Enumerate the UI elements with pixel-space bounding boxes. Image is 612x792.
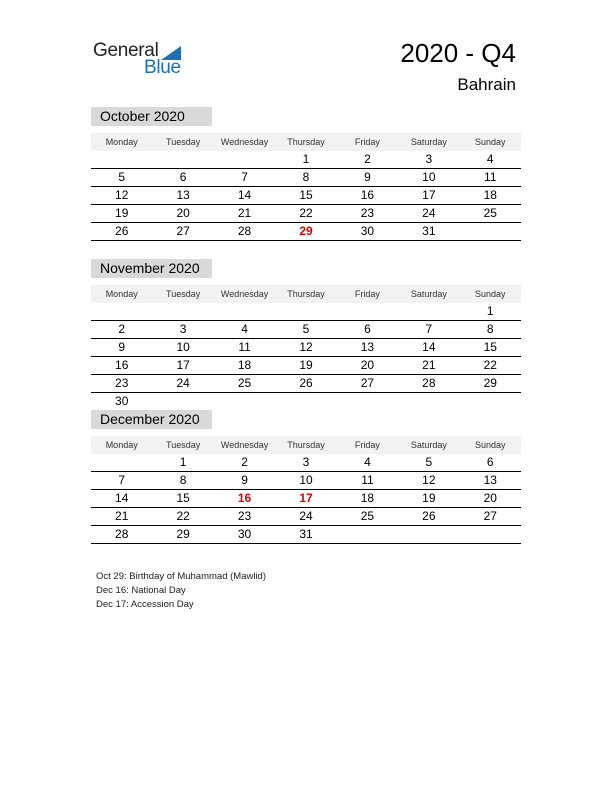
day-cell: 13	[176, 188, 190, 202]
weekday-label: Sunday	[475, 440, 506, 450]
day-cell: 22	[176, 509, 190, 523]
weekday-label: Thursday	[287, 440, 325, 450]
weekday-label: Monday	[105, 137, 138, 147]
week-row	[91, 357, 521, 375]
holiday-note: Dec 17: Accession Day	[96, 599, 194, 610]
day-cell	[214, 151, 275, 168]
week-row	[91, 187, 521, 205]
week-row	[91, 321, 521, 339]
day-cell: 5	[425, 455, 433, 469]
day-cell: 24	[176, 376, 190, 390]
day-cell: 17	[176, 358, 190, 372]
day-cell: 15	[176, 491, 190, 505]
day-cell: 14	[422, 340, 436, 354]
day-cell: 24	[422, 206, 436, 220]
day-cell: 10	[299, 473, 313, 487]
day-cell: 13	[360, 340, 375, 354]
week-row	[91, 205, 521, 223]
day-cell: 29	[176, 527, 190, 541]
day-cell: 31	[299, 527, 313, 541]
week-row	[91, 303, 521, 321]
day-cell: 25	[483, 206, 497, 220]
day-cell: 18	[237, 358, 252, 372]
day-cell	[337, 303, 398, 320]
month-block	[91, 107, 521, 241]
weekday-label: Thursday	[287, 137, 325, 147]
day-cell: 9	[241, 473, 248, 487]
day-cell: 4	[364, 455, 371, 469]
day-cell	[398, 393, 459, 410]
day-cell: 26	[115, 224, 129, 238]
weekday-label: Monday	[105, 440, 138, 450]
day-cell: 1	[179, 455, 187, 469]
day-cell: 19	[115, 206, 129, 220]
day-cell: 7	[118, 473, 126, 487]
day-cell: 30	[115, 394, 129, 408]
day-cell	[152, 151, 213, 168]
day-cell	[275, 303, 336, 320]
day-cell: 12	[115, 188, 129, 202]
day-cell	[275, 393, 336, 410]
weekday-label: Tuesday	[166, 137, 201, 147]
day-cell: 19	[299, 358, 313, 372]
day-cell: 1	[302, 152, 310, 166]
day-cell: 23	[360, 206, 375, 220]
day-cell: 9	[364, 170, 371, 184]
day-cell: 7	[425, 322, 433, 336]
day-cell: 14	[115, 491, 129, 505]
day-cell: 10	[422, 170, 436, 184]
country-name: Bahrain	[457, 75, 516, 94]
day-cell: 3	[302, 455, 310, 469]
day-cell	[460, 526, 521, 543]
day-cell: 10	[176, 340, 190, 354]
week-row	[91, 490, 521, 508]
day-cell: 28	[237, 224, 252, 238]
day-cell: 26	[422, 509, 436, 523]
day-cell: 27	[176, 224, 190, 238]
holiday-note: Dec 16: National Day	[96, 585, 186, 596]
day-cell	[460, 223, 521, 240]
week-row	[91, 375, 521, 393]
month-name: November 2020	[91, 259, 212, 278]
weekday-label: Sunday	[475, 289, 506, 299]
day-cell: 6	[486, 455, 494, 469]
day-cell: 2	[364, 152, 371, 166]
week-row	[91, 454, 521, 472]
day-cell: 9	[118, 340, 126, 354]
day-cell: 16	[115, 358, 129, 372]
day-cell: 11	[361, 473, 374, 487]
day-cell: 20	[176, 206, 190, 220]
day-cell: 25	[360, 509, 375, 523]
weekday-header	[91, 133, 521, 151]
day-cell	[152, 303, 213, 320]
day-cell	[152, 393, 213, 410]
day-cell: 30	[237, 527, 252, 541]
holiday-note: Oct 29: Birthday of Muhammad (Mawlid)	[96, 571, 267, 582]
month-name: October 2020	[91, 107, 212, 126]
day-cell: 5	[302, 322, 310, 336]
day-cell: 13	[483, 473, 497, 487]
day-cell: 18	[360, 491, 375, 505]
day-cell: 26	[299, 376, 313, 390]
day-cell: 12	[422, 473, 436, 487]
day-cell: 20	[483, 491, 497, 505]
day-cell: 6	[364, 322, 371, 336]
day-cell: 18	[483, 188, 497, 202]
day-cell: 23	[237, 509, 252, 523]
day-cell: 28	[422, 376, 436, 390]
day-cell: 4	[241, 322, 248, 336]
day-cell	[91, 454, 152, 471]
weekday-label: Saturday	[410, 440, 447, 450]
weekday-label: Saturday	[410, 137, 447, 147]
day-cell: 31	[422, 224, 436, 238]
month-name: December 2020	[91, 410, 212, 429]
day-cell	[337, 393, 398, 410]
weekday-label: Friday	[354, 440, 380, 450]
month-block	[91, 410, 521, 544]
day-cell: 27	[360, 376, 375, 390]
week-row	[91, 169, 521, 187]
day-cell: 1	[486, 304, 494, 318]
week-row	[91, 508, 521, 526]
day-cell: 25	[237, 376, 252, 390]
day-cell: 8	[302, 170, 310, 184]
week-row	[91, 472, 521, 490]
day-cell: 16	[360, 188, 375, 202]
day-cell: 17	[299, 491, 313, 505]
day-cell: 30	[360, 224, 375, 238]
day-cell: 21	[115, 509, 129, 523]
week-row	[91, 393, 521, 410]
day-cell: 5	[118, 170, 126, 184]
day-cell: 3	[425, 152, 433, 166]
day-cell: 19	[422, 491, 436, 505]
day-cell	[398, 303, 459, 320]
day-cell: 29	[483, 376, 497, 390]
weekday-label: Friday	[354, 289, 380, 299]
day-cell: 29	[299, 224, 313, 238]
week-row	[91, 223, 521, 241]
day-cell: 23	[115, 376, 129, 390]
day-cell: 21	[237, 206, 252, 220]
weekday-label: Wednesday	[220, 289, 269, 299]
page-title: 2020 - Q4	[400, 38, 516, 68]
week-rows	[91, 454, 521, 544]
day-cell: 11	[238, 340, 251, 354]
day-cell: 17	[422, 188, 436, 202]
day-cell: 14	[237, 188, 252, 202]
day-cell: 7	[241, 170, 248, 184]
weekday-label: Saturday	[410, 289, 447, 299]
day-cell: 8	[486, 322, 494, 336]
day-cell: 6	[179, 170, 187, 184]
week-rows	[91, 303, 521, 410]
weekday-header	[91, 285, 521, 303]
day-cell: 11	[484, 170, 497, 184]
day-cell: 28	[115, 527, 129, 541]
holiday-notes	[96, 570, 266, 612]
day-cell: 20	[360, 358, 375, 372]
day-cell	[91, 303, 152, 320]
weekday-label: Thursday	[287, 289, 325, 299]
weekday-label: Wednesday	[220, 440, 269, 450]
weekday-header	[91, 436, 521, 454]
day-cell: 2	[241, 455, 248, 469]
day-cell: 21	[422, 358, 436, 372]
weekday-label: Friday	[354, 137, 380, 147]
weekday-label: Wednesday	[220, 137, 269, 147]
weekday-label: Monday	[105, 289, 138, 299]
day-cell: 8	[179, 473, 187, 487]
day-cell	[337, 526, 398, 543]
day-cell: 22	[483, 358, 497, 372]
day-cell: 15	[299, 188, 313, 202]
week-row	[91, 151, 521, 169]
weekday-label: Tuesday	[166, 440, 201, 450]
day-cell: 16	[237, 491, 252, 505]
day-cell	[91, 151, 152, 168]
day-cell	[214, 393, 275, 410]
day-cell	[460, 393, 521, 410]
day-cell: 15	[483, 340, 497, 354]
weekday-label: Sunday	[475, 137, 506, 147]
week-row	[91, 339, 521, 357]
weekday-label: Tuesday	[166, 289, 201, 299]
week-rows	[91, 151, 521, 241]
brand-line2: Blue	[144, 57, 181, 78]
day-cell: 2	[118, 322, 126, 336]
day-cell: 27	[483, 509, 497, 523]
brand-logo	[93, 40, 193, 80]
day-cell: 4	[486, 152, 494, 166]
month-block	[91, 259, 521, 410]
brand-line1: General	[93, 40, 159, 61]
day-cell: 3	[179, 322, 187, 336]
day-cell: 22	[299, 206, 313, 220]
day-cell	[398, 526, 459, 543]
day-cell: 24	[299, 509, 313, 523]
day-cell	[214, 303, 275, 320]
week-row	[91, 526, 521, 544]
day-cell: 12	[299, 340, 313, 354]
